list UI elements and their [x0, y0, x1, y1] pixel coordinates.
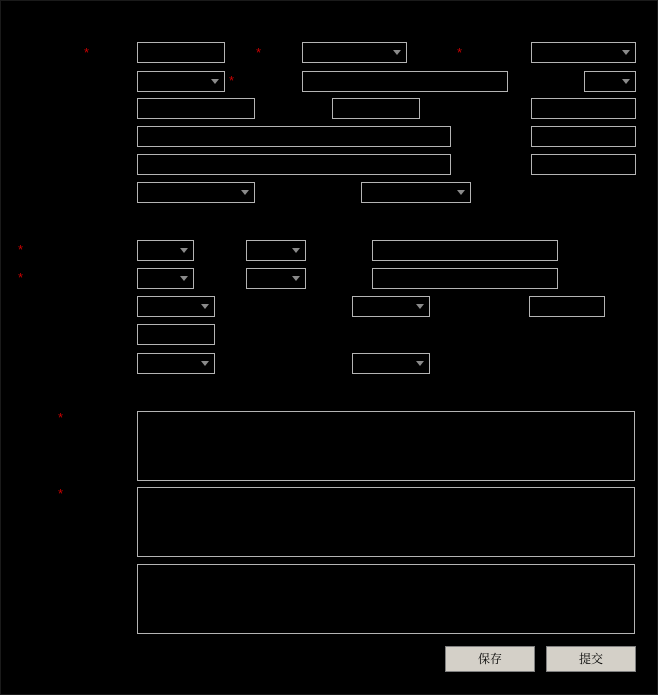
field-row7-col1[interactable] — [137, 240, 194, 261]
required-mark-6: * — [18, 270, 24, 285]
field-row3-col2[interactable] — [332, 98, 420, 119]
field-row6-col1[interactable] — [137, 182, 255, 203]
field-row6-col2[interactable] — [361, 182, 471, 203]
field-row2-col2[interactable] — [302, 71, 508, 92]
textarea-1[interactable] — [137, 411, 635, 481]
field-row9-col2[interactable] — [352, 296, 430, 317]
field-row10-col1[interactable] — [137, 324, 215, 345]
field-row5-col1[interactable] — [137, 154, 451, 175]
field-row1-col1[interactable] — [137, 42, 225, 63]
field-row9-col3[interactable] — [529, 296, 605, 317]
required-mark-8: * — [58, 486, 64, 501]
required-mark-4: * — [229, 73, 235, 88]
field-row7-col3[interactable] — [372, 240, 558, 261]
textarea-2[interactable] — [137, 487, 635, 557]
required-mark-2: * — [256, 45, 262, 60]
field-row5-col3[interactable] — [531, 154, 636, 175]
field-row7-col2[interactable] — [246, 240, 306, 261]
field-row4-col1[interactable] — [137, 126, 451, 147]
field-row2-col3[interactable] — [584, 71, 636, 92]
field-row3-col1[interactable] — [137, 98, 255, 119]
field-row1-col3[interactable] — [531, 42, 636, 63]
field-row11-col2[interactable] — [352, 353, 430, 374]
save-button[interactable]: 保存 — [445, 646, 535, 672]
field-row9-col1[interactable] — [137, 296, 215, 317]
required-mark-1: * — [84, 45, 90, 60]
textarea-3[interactable] — [137, 564, 635, 634]
submit-button[interactable]: 提交 — [546, 646, 636, 672]
required-mark-5: * — [18, 242, 24, 257]
field-row2-col1[interactable] — [137, 71, 225, 92]
field-row8-col3[interactable] — [372, 268, 558, 289]
field-row3-col3[interactable] — [531, 98, 636, 119]
field-row1-col2[interactable] — [302, 42, 407, 63]
field-row11-col1[interactable] — [137, 353, 215, 374]
field-row8-col2[interactable] — [246, 268, 306, 289]
field-row8-col1[interactable] — [137, 268, 194, 289]
required-mark-7: * — [58, 410, 64, 425]
field-row4-col3[interactable] — [531, 126, 636, 147]
required-mark-3: * — [457, 45, 463, 60]
